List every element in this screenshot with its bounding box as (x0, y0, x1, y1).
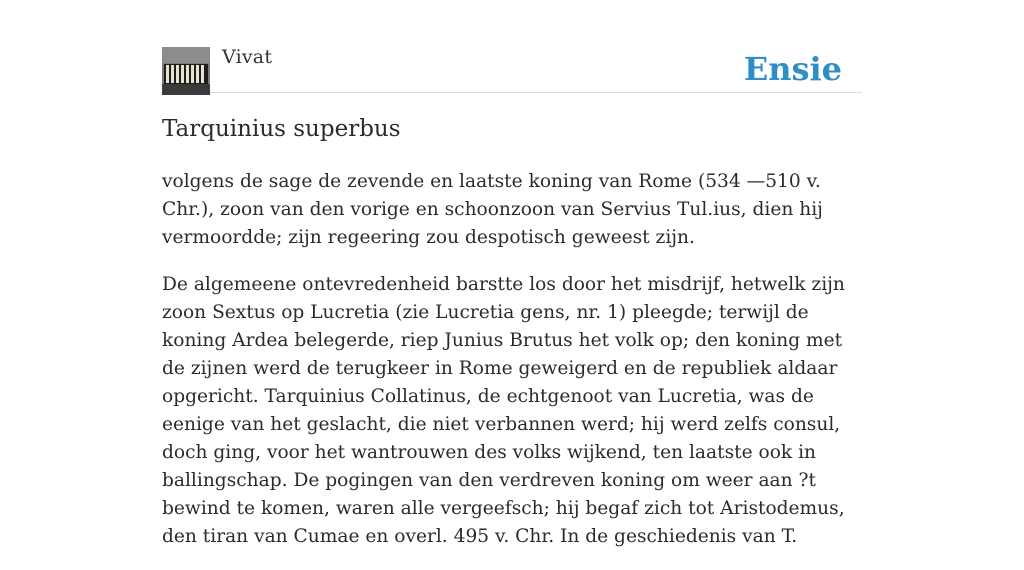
page (162, 0, 862, 547)
paragraph-1: volgens de sage de zevende en laatste koning van Rome (534 —510 v. Chr.), zoon van den vorige en schoonzoon van Servius Tul.ius, dien hij vermoordde; zijn regeering zou despotisch geweest zijn. (162, 171, 823, 248)
article-body (162, 168, 862, 570)
page-title: Tarquinius superbus (162, 116, 401, 142)
header (162, 0, 862, 93)
source-name[interactable]: Vivat (222, 46, 273, 68)
paragraph-2: De algemeene ontevredenheid barstte los door het misdrijf, hetwelk zijn zoon Sextus op Lucretia (zie Lucretia gens, nr. 1) pleegde; terwijl de koning Ardea belegerde, riep Junius Brutus het volk op; den koning met de zijnen werd de terugkeer in Rome geweigerd en de republiek aldaar opgericht. Tarquinius Collatinus, de echtgenoot van Lucretia, was de eenige van het geslacht, die niet verbannen werd; hij werd zelfs consul, doch ging, voor het wantrouwen des volks wijkend, ten laatste ook in ballingschap. De pogingen van den verdreven koning om weer aan ?t bewind te komen, waren alle vergeefsch; hij begaf zich tot Aristodemus, den tiran van Cumae en overl. 495 v. Chr. In de geschiedenis van T. (162, 274, 845, 547)
brand-logo[interactable]: Ensie (743, 50, 842, 88)
book-spines-icon[interactable] (162, 47, 210, 95)
